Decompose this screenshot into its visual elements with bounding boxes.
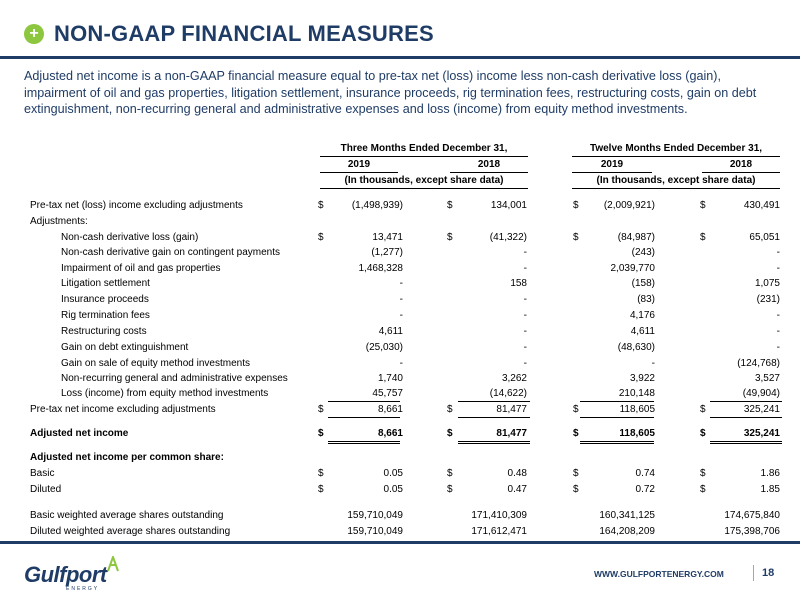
total-underline	[458, 417, 530, 418]
row-label: Non-cash derivative gain on contingent payments	[61, 247, 281, 258]
table-cell: 2,039,770	[610, 263, 655, 274]
table-cell: 8,661	[377, 428, 403, 439]
year-header: 2018	[729, 159, 753, 170]
row-label: Adjusted net income per common share:	[30, 452, 224, 463]
table-cell: 65,051	[749, 232, 780, 243]
table-cell: 13,471	[372, 232, 403, 243]
table-cell: 160,341,125	[599, 510, 655, 521]
table-cell: 158	[510, 278, 527, 289]
year-header: 2019	[347, 159, 371, 170]
footer-divider	[0, 541, 800, 544]
table-cell: 81,477	[496, 404, 527, 415]
table-cell: 159,710,049	[347, 510, 403, 521]
table-cell: -	[399, 310, 403, 321]
table-cell: (2,009,921)	[603, 200, 655, 211]
table-cell: 1.85	[760, 484, 780, 495]
table-cell: 1,740	[377, 373, 403, 384]
currency-symbol: $	[700, 200, 706, 211]
row-label: Litigation settlement	[61, 278, 150, 289]
total-underline	[328, 401, 400, 402]
table-cell: 4,176	[629, 310, 655, 321]
table-cell: 3,922	[629, 373, 655, 384]
units-underline	[320, 188, 528, 189]
column-group-header: Three Months Ended December 31,	[340, 143, 508, 154]
table-cell: (158)	[631, 278, 655, 289]
total-underline	[458, 401, 530, 402]
logo-wordmark: Gulfport	[24, 562, 107, 587]
group-underline	[320, 156, 528, 157]
total-underline	[710, 441, 782, 442]
table-cell: 134,001	[490, 200, 527, 211]
row-label: Basic weighted average shares outstanding	[30, 510, 224, 521]
table-cell: -	[776, 310, 780, 321]
table-cell: 159,710,049	[347, 526, 403, 537]
currency-symbol: $	[573, 428, 579, 439]
table-cell: -	[523, 263, 527, 274]
page-number: 18	[762, 567, 775, 579]
table-cell: 171,612,471	[471, 526, 527, 537]
table-cell: 4,611	[378, 326, 403, 337]
row-label: Insurance proceeds	[61, 294, 149, 305]
table-cell: 8,661	[377, 404, 403, 415]
table-cell: 210,148	[618, 388, 655, 399]
row-label: Pre-tax net (loss) income excluding adjustments	[30, 200, 243, 211]
table-cell: -	[523, 294, 527, 305]
total-underline	[328, 441, 400, 442]
currency-symbol: $	[447, 484, 453, 495]
currency-symbol: $	[700, 428, 706, 439]
table-cell: 430,491	[743, 200, 780, 211]
currency-symbol: $	[573, 200, 579, 211]
table-cell: (84,987)	[617, 232, 655, 243]
table-cell: -	[651, 358, 655, 369]
total-double-underline	[710, 443, 782, 444]
table-cell: (243)	[631, 247, 655, 258]
currency-symbol: $	[318, 428, 324, 439]
table-cell: 0.05	[383, 484, 403, 495]
table-cell: -	[399, 294, 403, 305]
table-cell: -	[523, 358, 527, 369]
currency-symbol: $	[318, 404, 324, 415]
table-cell: 174,675,840	[724, 510, 780, 521]
units-header: (In thousands, except share data)	[596, 175, 756, 186]
row-label: Diluted weighted average shares outstanding	[30, 526, 231, 537]
row-label: Non-recurring general and administrative expenses	[61, 373, 288, 384]
row-label: Loss (income) from equity method investments	[61, 388, 269, 399]
table-cell: -	[399, 358, 403, 369]
total-underline	[580, 417, 654, 418]
currency-symbol: $	[318, 232, 324, 243]
currency-symbol: $	[447, 232, 453, 243]
table-cell: -	[776, 263, 780, 274]
table-cell: (48,630)	[617, 342, 655, 353]
table-cell: (83)	[637, 294, 655, 305]
year-underline	[450, 172, 528, 173]
table-cell: 0.72	[635, 484, 655, 495]
total-underline	[710, 401, 782, 402]
logo-subtitle: ENERGY	[66, 586, 100, 592]
table-cell: 4,611	[630, 326, 655, 337]
table-cell: (1,277)	[371, 247, 403, 258]
table-cell: -	[523, 247, 527, 258]
row-label: Basic	[30, 468, 55, 479]
total-underline	[710, 417, 782, 418]
group-underline	[572, 156, 780, 157]
table-cell: 81,477	[496, 428, 527, 439]
table-cell: 164,208,209	[599, 526, 655, 537]
gulfport-logo	[24, 556, 114, 592]
table-cell: -	[776, 247, 780, 258]
table-cell: 175,398,706	[724, 526, 780, 537]
currency-symbol: $	[700, 232, 706, 243]
currency-symbol: $	[447, 200, 453, 211]
row-label: Impairment of oil and gas properties	[61, 263, 221, 274]
table-cell: (49,904)	[742, 388, 780, 399]
total-underline	[580, 441, 654, 442]
currency-symbol: $	[318, 484, 324, 495]
currency-symbol: $	[447, 404, 453, 415]
table-cell: 1.86	[760, 468, 780, 479]
intro-paragraph: Adjusted net income is a non-GAAP financial measure equal to pre-tax net (loss) income less non-cash derivative loss (gain), impairment of oil and gas properties, litigation settlement, insurance proceeds, rig termination fees, restructuring costs, gain on debt extinguishment, non-recurring general and administrative expenses and loss (income) from equity method investments.	[24, 69, 757, 116]
gulfport-logo-mark	[106, 556, 120, 572]
year-header: 2019	[600, 159, 624, 170]
currency-symbol: $	[573, 232, 579, 243]
table-cell: -	[776, 326, 780, 337]
footer-url-link[interactable]: WWW.GULFPORTENERGY.COM	[594, 569, 724, 579]
currency-symbol: $	[447, 428, 453, 439]
table-cell: -	[523, 310, 527, 321]
currency-symbol: $	[318, 200, 324, 211]
page-title: NON-GAAP FINANCIAL MEASURES	[54, 21, 434, 46]
table-cell: 118,605	[619, 428, 655, 439]
table-cell: 45,757	[372, 388, 403, 399]
table-cell: 3,262	[501, 373, 527, 384]
total-double-underline	[580, 443, 654, 444]
row-label: Rig termination fees	[61, 310, 150, 321]
table-cell: 325,241	[743, 404, 780, 415]
currency-symbol: $	[700, 468, 706, 479]
table-cell: -	[523, 342, 527, 353]
table-cell: 1,468,328	[358, 263, 403, 274]
table-cell: (25,030)	[365, 342, 403, 353]
table-cell: (41,322)	[489, 232, 527, 243]
row-label: Adjusted net income	[30, 428, 129, 439]
row-label: Diluted	[30, 484, 62, 495]
table-cell: 0.05	[383, 468, 403, 479]
row-label: Pre-tax net income excluding adjustments	[30, 404, 216, 415]
row-label: Restructuring costs	[61, 326, 147, 337]
table-cell: -	[399, 278, 403, 289]
row-label: Adjustments:	[30, 216, 88, 227]
currency-symbol: $	[447, 468, 453, 479]
row-label: Gain on sale of equity method investments	[61, 358, 250, 369]
plus-icon: +	[24, 24, 44, 44]
currency-symbol: $	[573, 484, 579, 495]
table-cell: 0.47	[507, 484, 527, 495]
year-header: 2018	[477, 159, 501, 170]
table-cell: 1,075	[754, 278, 780, 289]
table-cell: 325,241	[743, 428, 780, 439]
table-cell: 118,605	[619, 404, 655, 415]
footer-separator	[753, 565, 754, 581]
total-double-underline	[328, 443, 400, 444]
currency-symbol: $	[700, 484, 706, 495]
currency-symbol: $	[573, 404, 579, 415]
row-label: Non-cash derivative loss (gain)	[61, 232, 199, 243]
table-cell: 171,410,309	[471, 510, 527, 521]
units-header: (In thousands, except share data)	[344, 175, 504, 186]
total-underline	[580, 401, 654, 402]
column-group-header: Twelve Months Ended December 31,	[589, 143, 763, 154]
currency-symbol: $	[573, 468, 579, 479]
table-cell: -	[523, 326, 527, 337]
total-underline	[328, 417, 400, 418]
table-cell: 3,527	[754, 373, 780, 384]
table-cell: 0.74	[635, 468, 655, 479]
total-double-underline	[458, 443, 530, 444]
row-label: Gain on debt extinguishment	[61, 342, 189, 353]
table-cell: (14,622)	[489, 388, 527, 399]
total-underline	[458, 441, 530, 442]
table-cell: -	[776, 342, 780, 353]
year-underline	[572, 172, 652, 173]
table-cell: 0.48	[507, 468, 527, 479]
table-cell: (1,498,939)	[351, 200, 403, 211]
table-cell: (231)	[756, 294, 780, 305]
year-underline	[702, 172, 780, 173]
year-underline	[320, 172, 398, 173]
currency-symbol: $	[318, 468, 324, 479]
currency-symbol: $	[700, 404, 706, 415]
table-cell: (124,768)	[737, 358, 780, 369]
units-underline	[572, 188, 780, 189]
